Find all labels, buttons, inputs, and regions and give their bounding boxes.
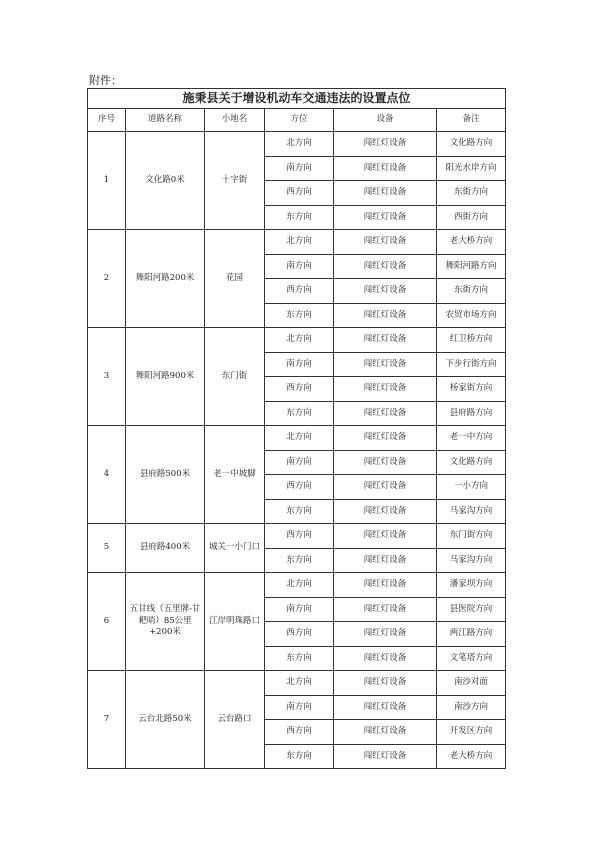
device-cell: 闯红灯设备 xyxy=(334,622,437,647)
direction-cell: 西方向 xyxy=(265,524,334,549)
device-cell: 闯红灯设备 xyxy=(334,377,437,402)
direction-cell: 西方向 xyxy=(265,181,334,206)
device-cell: 闯红灯设备 xyxy=(334,573,437,598)
serial-number-cell: 1 xyxy=(88,132,126,230)
direction-cell: 南方向 xyxy=(265,352,334,377)
place-name-cell: 江岸明珠路口 xyxy=(205,573,265,671)
direction-cell: 南方向 xyxy=(265,254,334,279)
direction-cell: 南方向 xyxy=(265,450,334,475)
column-header: 备注 xyxy=(437,109,506,132)
direction-cell: 东方向 xyxy=(265,499,334,524)
road-name-cell: 县府路400米 xyxy=(126,524,205,573)
direction-cell: 北方向 xyxy=(265,573,334,598)
direction-cell: 北方向 xyxy=(265,230,334,255)
note-cell: 东街方向 xyxy=(437,279,506,304)
direction-cell: 北方向 xyxy=(265,328,334,353)
device-cell: 闯红灯设备 xyxy=(334,450,437,475)
device-cell: 闯红灯设备 xyxy=(334,597,437,622)
note-cell: 县医院方向 xyxy=(437,597,506,622)
direction-cell: 南方向 xyxy=(265,695,334,720)
place-name-cell: 十字街 xyxy=(205,132,265,230)
column-header: 序号 xyxy=(88,109,126,132)
violation-points-table xyxy=(87,88,506,769)
table-row xyxy=(88,132,506,157)
note-cell: 东门街方向 xyxy=(437,524,506,549)
place-name-cell: 花园 xyxy=(205,230,265,328)
note-cell: 阳光水岸方向 xyxy=(437,156,506,181)
direction-cell: 东方向 xyxy=(265,548,334,573)
device-cell: 闯红灯设备 xyxy=(334,230,437,255)
note-cell: 县府路方向 xyxy=(437,401,506,426)
serial-number-cell: 2 xyxy=(88,230,126,328)
note-cell: 文化路方向 xyxy=(437,450,506,475)
note-cell: 潘家坝方向 xyxy=(437,573,506,598)
device-cell: 闯红灯设备 xyxy=(334,695,437,720)
column-header: 方位 xyxy=(265,109,334,132)
device-cell: 闯红灯设备 xyxy=(334,499,437,524)
road-name-cell: 文化路0米 xyxy=(126,132,205,230)
direction-cell: 南方向 xyxy=(265,156,334,181)
place-name-cell: 老一中坡脚 xyxy=(205,426,265,524)
table-row xyxy=(88,230,506,255)
device-cell: 闯红灯设备 xyxy=(334,303,437,328)
note-cell: 农贸市场方向 xyxy=(437,303,506,328)
note-cell: 南沙对面 xyxy=(437,671,506,696)
note-cell: 马家沟方向 xyxy=(437,548,506,573)
device-cell: 闯红灯设备 xyxy=(334,352,437,377)
note-cell: 杨家街方向 xyxy=(437,377,506,402)
road-name-cell: 五甘线（五里牌-甘耙哨）85公里+200米 xyxy=(126,573,205,671)
direction-cell: 东方向 xyxy=(265,401,334,426)
road-name-cell: 舞阳河路900米 xyxy=(126,328,205,426)
note-cell: 西街方向 xyxy=(437,205,506,230)
direction-cell: 西方向 xyxy=(265,475,334,500)
note-cell: 下步行街方向 xyxy=(437,352,506,377)
direction-cell: 北方向 xyxy=(265,426,334,451)
table-row xyxy=(88,426,506,451)
device-cell: 闯红灯设备 xyxy=(334,181,437,206)
place-name-cell: 城关一小门口 xyxy=(205,524,265,573)
table-row xyxy=(88,671,506,696)
device-cell: 闯红灯设备 xyxy=(334,328,437,353)
note-cell: 舞阳河路方向 xyxy=(437,254,506,279)
device-cell: 闯红灯设备 xyxy=(334,254,437,279)
place-name-cell: 东门街 xyxy=(205,328,265,426)
note-cell: 东街方向 xyxy=(437,181,506,206)
serial-number-cell: 5 xyxy=(88,524,126,573)
device-cell: 闯红灯设备 xyxy=(334,646,437,671)
road-name-cell: 舞阳河路200米 xyxy=(126,230,205,328)
direction-cell: 南方向 xyxy=(265,597,334,622)
device-cell: 闯红灯设备 xyxy=(334,744,437,769)
column-header: 小地名 xyxy=(205,109,265,132)
direction-cell: 西方向 xyxy=(265,279,334,304)
direction-cell: 西方向 xyxy=(265,622,334,647)
table-title: 施秉县关于增设机动车交通违法的设置点位 xyxy=(88,89,506,109)
note-cell: 老大桥方向 xyxy=(437,744,506,769)
table-row xyxy=(88,524,506,549)
note-cell: 文笔塔方向 xyxy=(437,646,506,671)
direction-cell: 东方向 xyxy=(265,744,334,769)
direction-cell: 北方向 xyxy=(265,132,334,157)
direction-cell: 东方向 xyxy=(265,205,334,230)
direction-cell: 西方向 xyxy=(265,720,334,745)
note-cell: 开发区方向 xyxy=(437,720,506,745)
device-cell: 闯红灯设备 xyxy=(334,548,437,573)
road-name-cell: 云台北路50米 xyxy=(126,671,205,769)
note-cell: 老大桥方向 xyxy=(437,230,506,255)
table-body xyxy=(88,132,506,769)
device-cell: 闯红灯设备 xyxy=(334,401,437,426)
note-cell: 马家沟方向 xyxy=(437,499,506,524)
device-cell: 闯红灯设备 xyxy=(334,132,437,157)
direction-cell: 北方向 xyxy=(265,671,334,696)
note-cell: 老一中方向 xyxy=(437,426,506,451)
note-cell: 两江路方向 xyxy=(437,622,506,647)
direction-cell: 西方向 xyxy=(265,377,334,402)
note-cell: 红卫桥方向 xyxy=(437,328,506,353)
device-cell: 闯红灯设备 xyxy=(334,475,437,500)
place-name-cell: 云台路口 xyxy=(205,671,265,769)
device-cell: 闯红灯设备 xyxy=(334,205,437,230)
road-name-cell: 县府路500米 xyxy=(126,426,205,524)
column-header: 道路名称 xyxy=(126,109,205,132)
note-cell: 南沙方向 xyxy=(437,695,506,720)
note-cell: 一小方向 xyxy=(437,475,506,500)
device-cell: 闯红灯设备 xyxy=(334,524,437,549)
annex-label: 附件： xyxy=(89,74,122,87)
serial-number-cell: 6 xyxy=(88,573,126,671)
table-row xyxy=(88,573,506,598)
device-cell: 闯红灯设备 xyxy=(334,720,437,745)
note-cell: 文化路方向 xyxy=(437,132,506,157)
device-cell: 闯红灯设备 xyxy=(334,426,437,451)
device-cell: 闯红灯设备 xyxy=(334,156,437,181)
device-cell: 闯红灯设备 xyxy=(334,671,437,696)
device-cell: 闯红灯设备 xyxy=(334,279,437,304)
serial-number-cell: 3 xyxy=(88,328,126,426)
direction-cell: 东方向 xyxy=(265,646,334,671)
table-row xyxy=(88,328,506,353)
column-header: 设备 xyxy=(334,109,437,132)
column-header-row xyxy=(88,109,506,132)
serial-number-cell: 7 xyxy=(88,671,126,769)
serial-number-cell: 4 xyxy=(88,426,126,524)
direction-cell: 东方向 xyxy=(265,303,334,328)
